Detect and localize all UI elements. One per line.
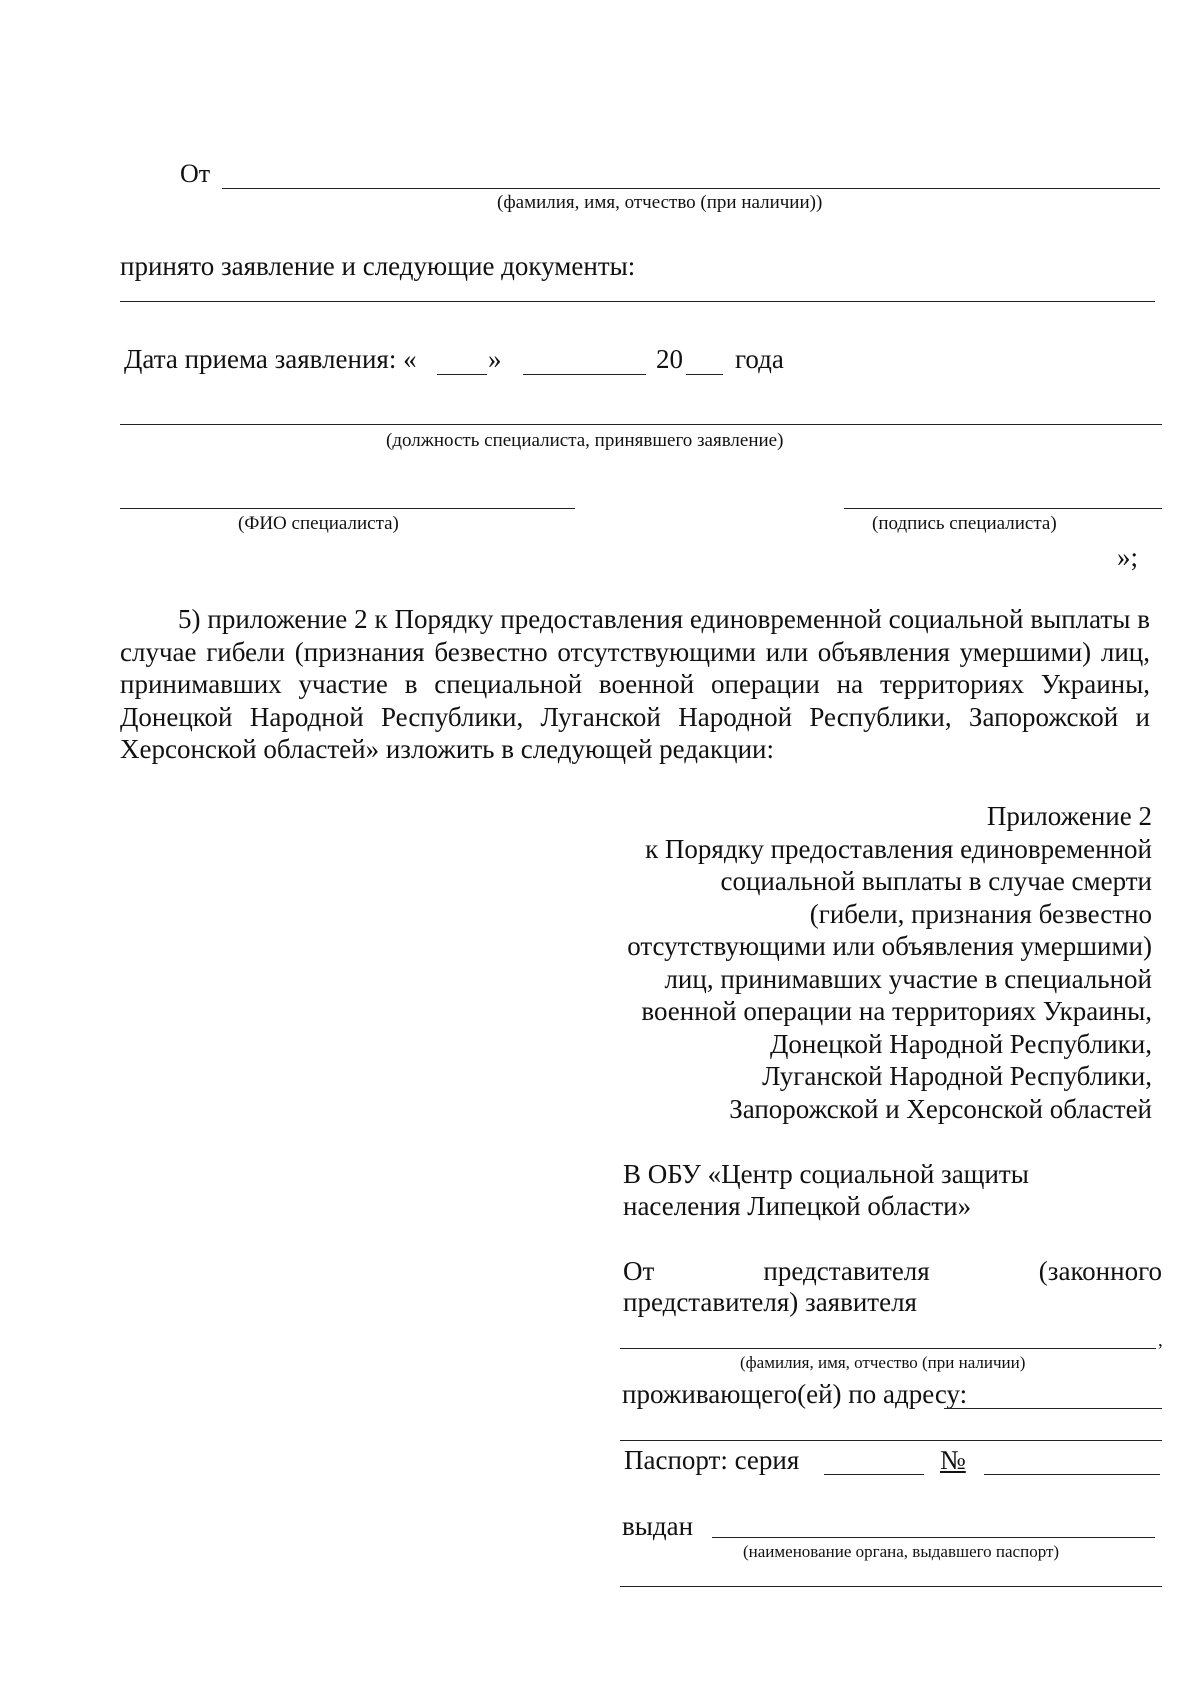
appendix-line: к Порядку предоставления единовременной — [645, 833, 1152, 864]
year-prefix: 20 — [656, 344, 683, 374]
representative-line — [623, 1255, 1162, 1287]
addressee-line1: В ОБУ «Центр социальной защиты — [623, 1159, 1029, 1189]
representative-word: представителя — [763, 1256, 930, 1286]
closing-quote: »; — [1117, 542, 1139, 572]
issued-by-line — [712, 1537, 1155, 1538]
date-quote-close: » — [488, 344, 502, 374]
issued-label: выдан — [622, 1511, 694, 1541]
representative-fio-line — [620, 1348, 1156, 1349]
representative-fio-caption: (фамилия, имя, отчество (при наличии) — [740, 1353, 1026, 1372]
specialist-name-line — [120, 508, 575, 509]
applicant-fio-line — [222, 188, 1160, 189]
appendix-line: Луганской Народной Республики, — [762, 1061, 1152, 1091]
fio-caption: (фамилия, имя, отчество (при наличии)) — [497, 192, 823, 213]
specialist-signature-line — [844, 508, 1162, 509]
appendix-line: отсутствующими или объявления умершими) — [627, 931, 1152, 961]
residing-label: проживающего(ей) по адресу: — [622, 1379, 968, 1409]
from-word: От — [623, 1256, 655, 1286]
appendix-line: социальной выплаты в случае смерти — [720, 866, 1152, 896]
appendix-line: Запорожской и Херсонской областей — [729, 1093, 1152, 1124]
number-sign: № — [940, 1445, 966, 1475]
specialist-signature-caption: (подпись специалиста) — [872, 513, 1057, 534]
appendix-header — [552, 800, 1152, 1125]
appendix-line: Донецкой Народной Республики, — [769, 1028, 1152, 1059]
from-label: От — [180, 159, 211, 188]
address-line-1 — [944, 1408, 1162, 1409]
position-line — [120, 424, 1162, 425]
comma: , — [1158, 1330, 1163, 1351]
amendment-paragraph: 5) приложение 2 к Порядку предоставления единовременной социальной выплаты в случае гибели (признания безвестно отсутствующими или объявления умершими) лиц, принимавших участие в специальной военной операции на территориях Украины, Донецкой Народной Республики, Луганской Народной Республики, Запорожской и Херсонской областей» изложить в следующей редакции: — [120, 604, 1150, 764]
passport-label: Паспорт: серия — [624, 1445, 800, 1475]
legal-word: (законного — [1038, 1256, 1162, 1286]
date-day-line — [437, 374, 487, 375]
address-line-2 — [620, 1440, 1162, 1441]
appendix-line: военной операции на территориях Украины, — [641, 996, 1152, 1026]
appendix-line: Приложение 2 — [986, 801, 1152, 831]
received-documents-text: принято заявление и следующие документы: — [120, 251, 636, 281]
appendix-line: лиц, принимавших участие в специальной — [664, 963, 1152, 994]
passport-number-line — [984, 1474, 1160, 1475]
representative-line2: представителя) заявителя — [623, 1287, 917, 1317]
passport-series-line — [824, 1474, 924, 1475]
issuer-caption: (наименование органа, выдавшего паспорт) — [743, 1542, 1060, 1561]
documents-line — [120, 301, 1155, 302]
position-caption: (должность специалиста, принявшего заявление) — [386, 430, 784, 451]
date-label: Дата приема заявления: « — [124, 344, 417, 374]
addressee-line2: населения Липецкой области» — [623, 1191, 972, 1221]
issued-by-line-2 — [620, 1586, 1162, 1587]
year-line — [686, 374, 723, 375]
appendix-line: (гибели, признания безвестно — [809, 898, 1152, 929]
specialist-name-caption: (ФИО специалиста) — [238, 513, 399, 534]
year-suffix: года — [735, 344, 784, 374]
date-month-line — [523, 374, 646, 375]
